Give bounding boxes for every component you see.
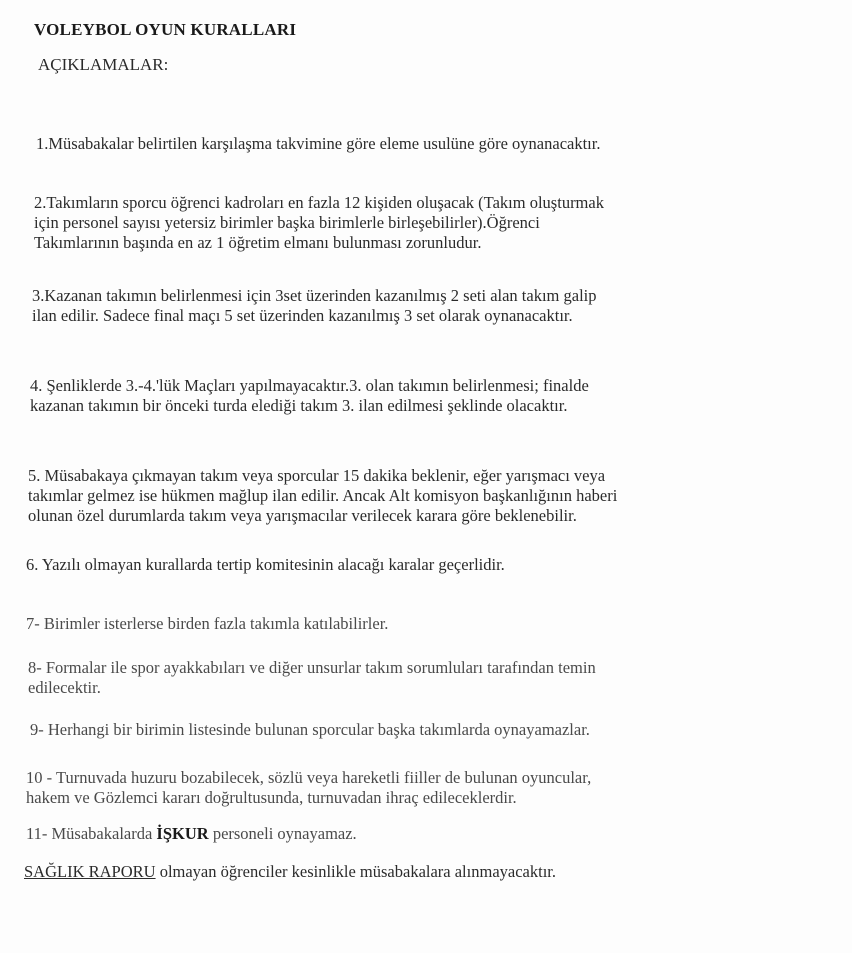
rule-2-line-3: Takımlarının başında en az 1 öğretim elmanı bulunması zorunludur. bbox=[34, 233, 482, 252]
rule-8-line-2: edilecektir. bbox=[28, 678, 101, 697]
rule-5-line-3: olunan özel durumlarda takım veya yarışmacılar verilecek karara göre beklenebilir. bbox=[28, 506, 577, 525]
rule-9-line-1: 9- Herhangi bir birimin listesinde bulunan sporcular başka takımlarda oynayamazlar. bbox=[30, 720, 590, 739]
rule-10-line-1: 10 - Turnuvada huzuru bozabilecek, sözlü veya hareketli fiiller de bulunan oyuncular, bbox=[26, 768, 592, 787]
rule-4 bbox=[30, 376, 589, 416]
document-title: VOLEYBOL OYUN KURALLARI bbox=[34, 20, 297, 39]
rule-9 bbox=[30, 720, 590, 740]
rule-7 bbox=[26, 614, 388, 634]
rule-8 bbox=[28, 658, 596, 698]
health-report-text: olmayan öğrenciler kesinlikle müsabakalara alınmayacaktır. bbox=[155, 862, 556, 881]
rule-11-iskur: İŞKUR bbox=[156, 824, 209, 843]
rule-2 bbox=[34, 193, 604, 253]
rule-2-line-1: 2.Takımların sporcu öğrenci kadroları en fazla 12 kişiden oluşacak (Takım oluşturmak bbox=[34, 193, 604, 212]
rule-4-line-2: kazanan takımın bir önceki turda elediği takım 3. ilan edilmesi şeklinde olacaktır. bbox=[30, 396, 568, 415]
rule-1 bbox=[36, 134, 600, 154]
rule-11-suffix: personeli oynayamaz. bbox=[208, 824, 357, 843]
rule-7-line-1: 7- Birimler isterlerse birden fazla takımla katılabilirler. bbox=[26, 614, 389, 633]
health-report-label: SAĞLIK RAPORU bbox=[24, 862, 156, 881]
rule-3-line-2: ilan edilir. Sadece final maçı 5 set üzerinden kazanılmış 3 set olarak oynanacaktır. bbox=[32, 306, 573, 325]
rule-10-line-2: hakem ve Gözlemci kararı doğrultusunda, turnuvadan ihraç edileceklerdir. bbox=[26, 788, 517, 807]
rule-11 bbox=[26, 824, 357, 844]
rule-10 bbox=[26, 768, 591, 808]
rule-1-line-1: 1.Müsabakalar belirtilen karşılaşma takvimine göre eleme usulüne göre oynanacaktır. bbox=[36, 134, 601, 153]
rule-4-line-1: 4. Şenliklerde 3.-4.'lük Maçları yapılmayacaktır.3. olan takımın belirlenmesi; finalde bbox=[30, 376, 589, 395]
rule-5-line-2: takımlar gelmez ise hükmen mağlup ilan edilir. Ancak Alt komisyon başkanlığının haberi bbox=[28, 486, 618, 505]
rule-6 bbox=[26, 555, 505, 575]
rule-5 bbox=[28, 466, 617, 526]
rule-5-line-1: 5. Müsabakaya çıkmayan takım veya sporcular 15 dakika beklenir, eğer yarışmacı veya bbox=[28, 466, 606, 485]
health-report-note bbox=[24, 862, 556, 882]
rule-3-line-1: 3.Kazanan takımın belirlenmesi için 3set üzerinden kazanılmış 2 seti alan takım galip bbox=[32, 286, 597, 305]
rule-3 bbox=[32, 286, 597, 326]
rule-11-prefix: 11- Müsabakalarda bbox=[26, 824, 157, 843]
rule-6-line-1: 6. Yazılı olmayan kurallarda tertip komitesinin alacağı karalar geçerlidir. bbox=[26, 555, 505, 574]
rule-2-line-2: için personel sayısı yetersiz birimler başka birimlerle birleşebilirler).Öğrenci bbox=[34, 213, 540, 232]
rule-8-line-1: 8- Formalar ile spor ayakkabıları ve diğer unsurlar takım sorumluları tarafından temin bbox=[28, 658, 596, 677]
document-subtitle: AÇIKLAMALAR: bbox=[38, 55, 169, 74]
